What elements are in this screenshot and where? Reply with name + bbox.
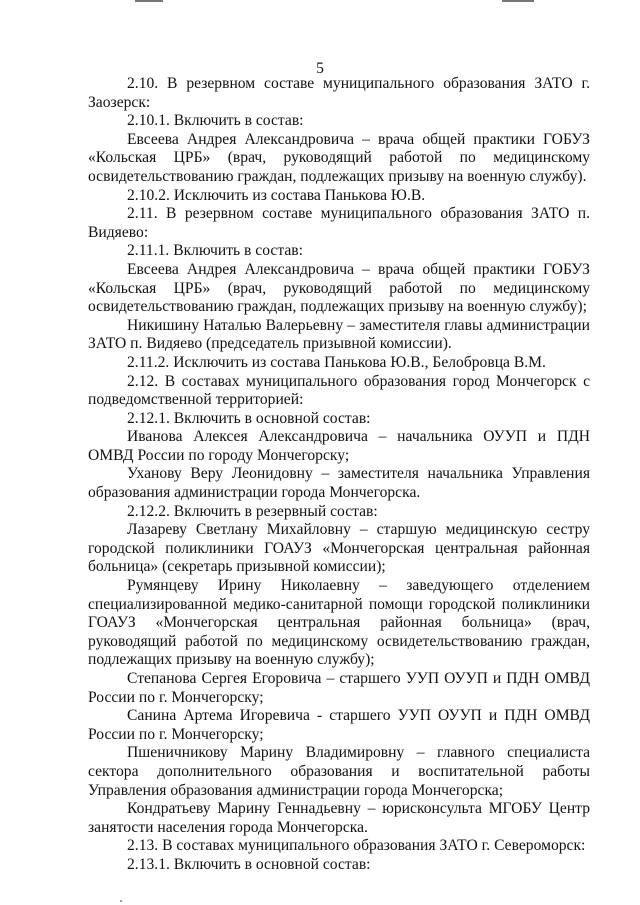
page-number: 5 [316, 60, 324, 77]
paragraph: 2.11. В резервном составе муниципального образования ЗАТО п. Видяево: [88, 205, 590, 241]
paragraph: 2.13.1. Включить в основной состав: [127, 855, 371, 873]
top-rule-right [502, 0, 534, 2]
paragraph: 2.12. В составах муниципального образования город Мончегорск с подведомственной территорией: [88, 372, 590, 409]
paragraph: Санина Артема Игоревича - старшего УУП ОУУП и ПДН ОМВД России по г. Мончегорску; [88, 707, 590, 743]
scan-speck [120, 900, 122, 902]
document-body [88, 75, 590, 875]
paragraph: Румянцеву Ирину Николаевну – заведующего отделением специализированной медико-санитарной помощи городской поликлиники ГОАУЗ «Мончегорская центральная районная больница» (врач, руководящий работой по медицинскому освидетельствованию граждан, подлежащих призыву на военную службу); [88, 577, 590, 669]
paragraph: 2.12.2. Включить в резервный состав: [127, 502, 378, 520]
paragraph: 2.11.2. Исключить из состава Панькова Ю.В., Белобровца В.М. [127, 353, 546, 371]
paragraph: 2.11.1. Включить в состав: [127, 242, 303, 260]
paragraph: 2.10.2. Исключить из состава Панькова Ю.В. [127, 186, 426, 204]
top-rule-left [135, 0, 163, 2]
paragraph: Евсеева Андрея Александровича – врача общей практики ГОБУЗ «Кольская ЦРБ» (врач, руководящий работой по медицинскому освидетельствованию граждан, подлежащих призыву на военную службу); [88, 260, 590, 316]
paragraph: 2.10. В резервном составе муниципального образования ЗАТО г. Заозерск: [88, 75, 590, 111]
paragraph: Лазареву Светлану Михайловну – старшую медицинскую сестру городской поликлиники ГОАУЗ «Мончегорская центральная районная больница» (секретарь призывной комиссии); [88, 521, 590, 576]
paragraph: Пшеничникову Марину Владимировну – главного специалиста сектора дополнительного образования и воспитательной работы Управления образования администрации города Мончегорска; [88, 744, 590, 799]
paragraph: Никишину Наталью Валерьевну – заместителя главы администрации ЗАТО п. Видяево (председатель призывной комиссии). [88, 316, 590, 353]
paragraph: 2.10.1. Включить в состав: [127, 112, 304, 130]
paragraph: Иванова Алексея Александровича – начальника ОУУП и ПДН ОМВД России по городу Мончегорску; [88, 428, 590, 464]
paragraph: 2.12.1. Включить в основной состав: [127, 409, 371, 427]
paragraph: Евсеева Андрея Александровича – врача общей практики ГОБУЗ «Кольская ЦРБ» (врач, руководящий работой по медицинскому освидетельствованию граждан, подлежащих призыву на военную службу). [88, 130, 590, 185]
paragraph: Уханову Веру Леонидовну – заместителя начальника Управления образования администрации города Мончегорска. [88, 465, 590, 502]
paragraph: Степанова Сергея Егоровича – старшего УУП ОУУП и ПДН ОМВД России по г. Мончегорску; [88, 670, 590, 706]
paragraph: Кондратьеву Марину Геннадьевну – юрисконсульта МГОБУ Центр занятости населения города Мончегорска. [88, 800, 590, 836]
paragraph: 2.13. В составах муниципального образования ЗАТО г. Североморск: [127, 837, 586, 855]
